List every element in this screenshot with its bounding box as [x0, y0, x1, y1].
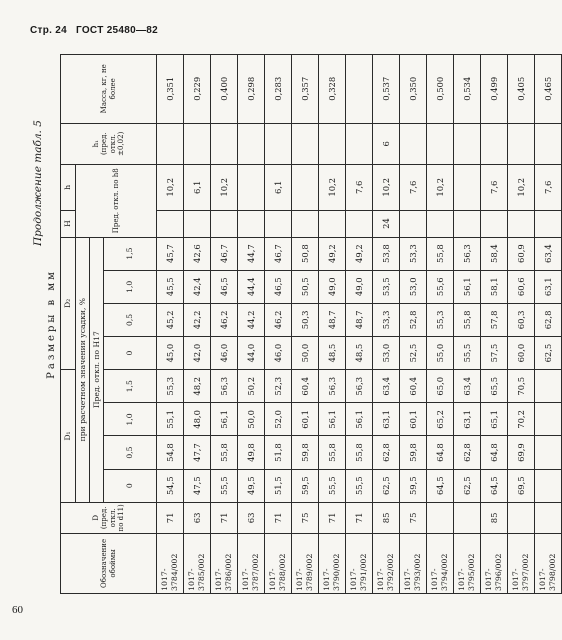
cell-d2: 42,2	[184, 303, 211, 336]
cell-d2: 50,5	[292, 270, 319, 303]
cell-d2: 48,5	[319, 337, 346, 370]
cell-h1	[292, 123, 319, 164]
shrink-value: 1,0	[104, 270, 157, 303]
cell-d2: 50,3	[292, 303, 319, 336]
cell-d2: 46,7	[265, 237, 292, 270]
cell-d1: 63,1	[454, 403, 481, 436]
cell-d2: 55,5	[454, 337, 481, 370]
shrink-value: 0	[104, 337, 157, 370]
page-number: 60	[12, 604, 23, 616]
cell-h1	[535, 123, 562, 164]
cell-h-upper: 24	[373, 210, 400, 237]
cell-d1: 47,5	[184, 469, 211, 502]
cell-h1	[346, 123, 373, 164]
cell-h-lower: 10,2	[427, 164, 454, 210]
cell-d1: 59,8	[400, 436, 427, 469]
cell-d1: 59,5	[292, 469, 319, 502]
cell-designation: 1017-3784/002	[157, 533, 184, 593]
cell-d: 63	[238, 502, 265, 533]
cell-d1: 52,0	[265, 403, 292, 436]
cell-h1: 6	[373, 123, 400, 164]
cell-h1	[454, 123, 481, 164]
cell-d2: 44,0	[238, 337, 265, 370]
table-row	[535, 55, 562, 594]
cell-d2: 53,5	[373, 270, 400, 303]
cell-h-lower: 10,2	[211, 164, 238, 210]
cell-d2: 55,6	[427, 270, 454, 303]
cell-d2: 52,8	[400, 303, 427, 336]
cell-d1: 51,8	[265, 436, 292, 469]
cell-h1	[211, 123, 238, 164]
cell-d1: 62,8	[373, 436, 400, 469]
cell-d1: 55,8	[211, 436, 238, 469]
cell-h-lower: 10,2	[373, 164, 400, 210]
cell-designation: 1017-3786/002	[211, 533, 238, 593]
cell-mass: 0,351	[157, 55, 184, 124]
cell-d: 71	[211, 502, 238, 533]
cell-d1: 52,3	[265, 370, 292, 403]
cell-d1: 55,3	[157, 370, 184, 403]
cell-d: 71	[265, 502, 292, 533]
cell-designation: 1017-3787/002	[238, 533, 265, 593]
cell-d: 85	[481, 502, 508, 533]
cell-d1	[535, 403, 562, 436]
cell-d	[535, 502, 562, 533]
cell-h1	[184, 123, 211, 164]
cell-d1	[535, 370, 562, 403]
cell-d1: 47,7	[184, 436, 211, 469]
cell-d2: 46,5	[265, 270, 292, 303]
cell-d2: 44,2	[238, 303, 265, 336]
cell-designation: 1017-3797/002	[508, 533, 535, 593]
cell-d2: 53,3	[373, 303, 400, 336]
cell-d1: 64,8	[427, 436, 454, 469]
cell-d2: 49,0	[319, 270, 346, 303]
cell-d2: 46,0	[265, 337, 292, 370]
cell-mass: 0,465	[535, 55, 562, 124]
cell-d2: 50,8	[292, 237, 319, 270]
cell-h-lower: 10,2	[157, 164, 184, 210]
cell-d	[454, 502, 481, 533]
cell-mass: 0,534	[454, 55, 481, 124]
cell-d2: 49,2	[346, 237, 373, 270]
cell-mass: 0,400	[211, 55, 238, 124]
cell-h1	[400, 123, 427, 164]
table-caption: Продолжение табл. 5	[32, 120, 44, 246]
cell-mass: 0,328	[319, 55, 346, 124]
cell-d2: 56,3	[454, 237, 481, 270]
cell-d1: 63,1	[373, 403, 400, 436]
cell-d2: 56,1	[454, 270, 481, 303]
cell-d2: 46,0	[211, 337, 238, 370]
cell-d1: 70,5	[508, 370, 535, 403]
cell-d: 71	[319, 502, 346, 533]
cell-mass: 0,350	[400, 55, 427, 124]
cell-d: 71	[157, 502, 184, 533]
cell-d1: 55,8	[346, 436, 373, 469]
cell-mass: 0,229	[184, 55, 211, 124]
cell-d2: 57,8	[481, 303, 508, 336]
cell-d1: 62,5	[454, 469, 481, 502]
cell-h-lower: 10,2	[508, 164, 535, 210]
cell-d2: 60,0	[508, 337, 535, 370]
cell-d2: 55,8	[454, 303, 481, 336]
cell-designation: 1017-3790/002	[319, 533, 346, 593]
cell-d1: 62,8	[454, 436, 481, 469]
cell-designation: 1017-3798/002	[535, 533, 562, 593]
cell-d: 85	[373, 502, 400, 533]
cell-designation: 1017-3785/002	[184, 533, 211, 593]
col-mass: Масса, кг, не более	[61, 55, 157, 124]
table-row	[454, 55, 481, 594]
cell-d	[508, 502, 535, 533]
shrink-value: 0,5	[104, 436, 157, 469]
cell-d1: 64,5	[427, 469, 454, 502]
cell-d2: 44,4	[238, 270, 265, 303]
cell-d1: 56,1	[319, 403, 346, 436]
cell-designation: 1017-3796/002	[481, 533, 508, 593]
cell-h-lower: 6,1	[184, 164, 211, 210]
cell-d2: 60,9	[508, 237, 535, 270]
cell-d2: 49,2	[319, 237, 346, 270]
cell-d1: 63,4	[454, 370, 481, 403]
cell-d1: 49,5	[238, 469, 265, 502]
table-body	[157, 55, 562, 594]
table-row	[184, 55, 211, 594]
cell-d2: 48,5	[346, 337, 373, 370]
cell-h-lower: 7,6	[535, 164, 562, 210]
cell-d1: 55,8	[319, 436, 346, 469]
tol-h8-header: Пред. откл. по h8	[76, 164, 157, 237]
cell-h1	[319, 123, 346, 164]
cell-d1: 64,5	[481, 469, 508, 502]
cell-h-lower	[454, 164, 481, 210]
cell-h1	[157, 123, 184, 164]
cell-d2: 52,5	[400, 337, 427, 370]
cell-d1	[535, 469, 562, 502]
cell-h-upper	[535, 210, 562, 237]
cell-d: 75	[292, 502, 319, 533]
cell-d1: 65,2	[427, 403, 454, 436]
cell-d1: 60,4	[292, 370, 319, 403]
cell-h-lower: 7,6	[346, 164, 373, 210]
shrink-value: 0,5	[104, 303, 157, 336]
cell-d1: 59,5	[400, 469, 427, 502]
cell-d2: 55,3	[427, 303, 454, 336]
col-designation: Обозначение обоймы	[61, 533, 157, 593]
cell-d1: 56,1	[346, 403, 373, 436]
cell-h-lower: 6,1	[265, 164, 292, 210]
cell-d1: 56,3	[346, 370, 373, 403]
cell-designation: 1017-3788/002	[265, 533, 292, 593]
cell-d2: 53,3	[400, 237, 427, 270]
col-h-upper: H	[61, 210, 76, 237]
cell-h-upper	[184, 210, 211, 237]
page-label: Стр. 24	[30, 25, 68, 36]
shrink-value: 0	[104, 469, 157, 502]
cell-mass: 0,500	[427, 55, 454, 124]
cell-d1: 65,5	[481, 370, 508, 403]
shrink-value: 1,5	[104, 370, 157, 403]
cell-d2: 45,5	[157, 270, 184, 303]
cell-mass: 0,405	[508, 55, 535, 124]
cell-d1: 50,0	[238, 403, 265, 436]
cell-d2: 55,0	[427, 337, 454, 370]
cell-d2: 46,5	[211, 270, 238, 303]
cell-d1: 60,1	[400, 403, 427, 436]
cell-d1: 63,4	[373, 370, 400, 403]
cell-d1: 70,2	[508, 403, 535, 436]
cell-mass	[346, 55, 373, 124]
shrink-value: 1,0	[104, 403, 157, 436]
dimensions-table	[60, 54, 562, 594]
cell-d2: 55,8	[427, 237, 454, 270]
cell-d1: 48,2	[184, 370, 211, 403]
cell-d1: 65,1	[481, 403, 508, 436]
cell-designation: 1017-3789/002	[292, 533, 319, 593]
cell-d2: 58,4	[481, 237, 508, 270]
cell-d2: 42,4	[184, 270, 211, 303]
cell-d1: 65,0	[427, 370, 454, 403]
cell-h1	[427, 123, 454, 164]
col-d: D (пред. откл. по d11)	[61, 502, 157, 533]
cell-designation: 1017-3795/002	[454, 533, 481, 593]
cell-d2: 60,3	[508, 303, 535, 336]
cell-d1: 54,5	[157, 469, 184, 502]
cell-h-upper	[211, 210, 238, 237]
table-row	[373, 55, 400, 594]
cell-h-upper	[508, 210, 535, 237]
cell-d2: 53,0	[400, 270, 427, 303]
cell-d1: 51,5	[265, 469, 292, 502]
shrink-header: при расчетном значении усадки, %	[76, 237, 90, 502]
cell-d1: 56,3	[211, 370, 238, 403]
cell-h-lower: 7,6	[481, 164, 508, 210]
table-row	[508, 55, 535, 594]
cell-d1: 60,1	[292, 403, 319, 436]
table-row	[211, 55, 238, 594]
cell-h-upper	[157, 210, 184, 237]
table-row	[238, 55, 265, 594]
cell-h-upper	[400, 210, 427, 237]
cell-d2: 44,7	[238, 237, 265, 270]
cell-d1: 56,1	[211, 403, 238, 436]
cell-d2: 49,0	[346, 270, 373, 303]
cell-d1: 64,8	[481, 436, 508, 469]
cell-h1	[238, 123, 265, 164]
table-row	[319, 55, 346, 594]
cell-h-upper	[427, 210, 454, 237]
cell-d1: 55,5	[211, 469, 238, 502]
cell-d2: 63,4	[535, 237, 562, 270]
dimensions-title: Размеры в мм	[46, 269, 57, 379]
cell-mass: 0,537	[373, 55, 400, 124]
cell-d1: 55,5	[346, 469, 373, 502]
cell-mass: 0,298	[238, 55, 265, 124]
cell-mass: 0,357	[292, 55, 319, 124]
cell-d1: 69,9	[508, 436, 535, 469]
cell-d2: 63,1	[535, 270, 562, 303]
cell-h-upper	[319, 210, 346, 237]
cell-d2: 53,8	[373, 237, 400, 270]
cell-h-lower	[292, 164, 319, 210]
cell-d1: 50,2	[238, 370, 265, 403]
cell-d	[427, 502, 454, 533]
col-d1: D₁	[61, 370, 76, 503]
table-row	[427, 55, 454, 594]
col-h1: h₁ (пред. откл. ±0,02)	[61, 123, 157, 164]
cell-d2: 53,0	[373, 337, 400, 370]
cell-h-upper	[265, 210, 292, 237]
table-row	[481, 55, 508, 594]
cell-designation: 1017-3794/002	[427, 533, 454, 593]
cell-h-lower	[238, 164, 265, 210]
cell-h-upper	[292, 210, 319, 237]
cell-h-upper	[346, 210, 373, 237]
cell-d2: 42,0	[184, 337, 211, 370]
cell-d1: 49,8	[238, 436, 265, 469]
cell-h-upper	[454, 210, 481, 237]
cell-h-lower: 10,2	[319, 164, 346, 210]
col-d2: D₂	[61, 237, 76, 370]
cell-d2: 50,0	[292, 337, 319, 370]
tol-h17-header: Пред. откл. по Н17	[90, 237, 104, 502]
cell-designation: 1017-3793/002	[400, 533, 427, 593]
cell-d2: 45,2	[157, 303, 184, 336]
cell-d: 75	[400, 502, 427, 533]
cell-d1: 48,0	[184, 403, 211, 436]
rotated-table-area	[30, 54, 557, 594]
cell-h-upper	[238, 210, 265, 237]
cell-d2: 46,2	[211, 303, 238, 336]
table-row	[265, 55, 292, 594]
col-h-lower: h	[61, 164, 76, 210]
cell-d1: 55,5	[319, 469, 346, 502]
cell-mass: 0,283	[265, 55, 292, 124]
cell-d1: 59,8	[292, 436, 319, 469]
table-row	[292, 55, 319, 594]
cell-d2: 42,6	[184, 237, 211, 270]
cell-d2: 46,7	[211, 237, 238, 270]
cell-mass: 0,499	[481, 55, 508, 124]
cell-d1: 56,3	[319, 370, 346, 403]
cell-d1: 69,5	[508, 469, 535, 502]
page-header	[30, 25, 167, 36]
cell-d1: 62,5	[373, 469, 400, 502]
cell-h1	[265, 123, 292, 164]
cell-d2: 62,8	[535, 303, 562, 336]
cell-d2: 57,5	[481, 337, 508, 370]
cell-d1	[535, 436, 562, 469]
cell-d2: 46,2	[265, 303, 292, 336]
cell-d: 63	[184, 502, 211, 533]
table-row	[157, 55, 184, 594]
table-row	[346, 55, 373, 594]
table-row	[400, 55, 427, 594]
cell-h-upper	[481, 210, 508, 237]
cell-d1: 55,1	[157, 403, 184, 436]
cell-d2: 45,0	[157, 337, 184, 370]
cell-h1	[508, 123, 535, 164]
shrink-value: 1,5	[104, 237, 157, 270]
cell-d2: 62,5	[535, 337, 562, 370]
cell-d1: 60,4	[400, 370, 427, 403]
cell-h1	[481, 123, 508, 164]
cell-designation: 1017-3792/002	[373, 533, 400, 593]
cell-d2: 60,6	[508, 270, 535, 303]
cell-h-lower: 7,6	[400, 164, 427, 210]
gost-number: ГОСТ 25480—82	[76, 25, 159, 36]
cell-d2: 48,7	[346, 303, 373, 336]
cell-d1: 54,8	[157, 436, 184, 469]
cell-d: 71	[346, 502, 373, 533]
cell-d2: 48,7	[319, 303, 346, 336]
cell-d2: 58,1	[481, 270, 508, 303]
cell-d2: 45,7	[157, 237, 184, 270]
cell-designation: 1017-3791/002	[346, 533, 373, 593]
